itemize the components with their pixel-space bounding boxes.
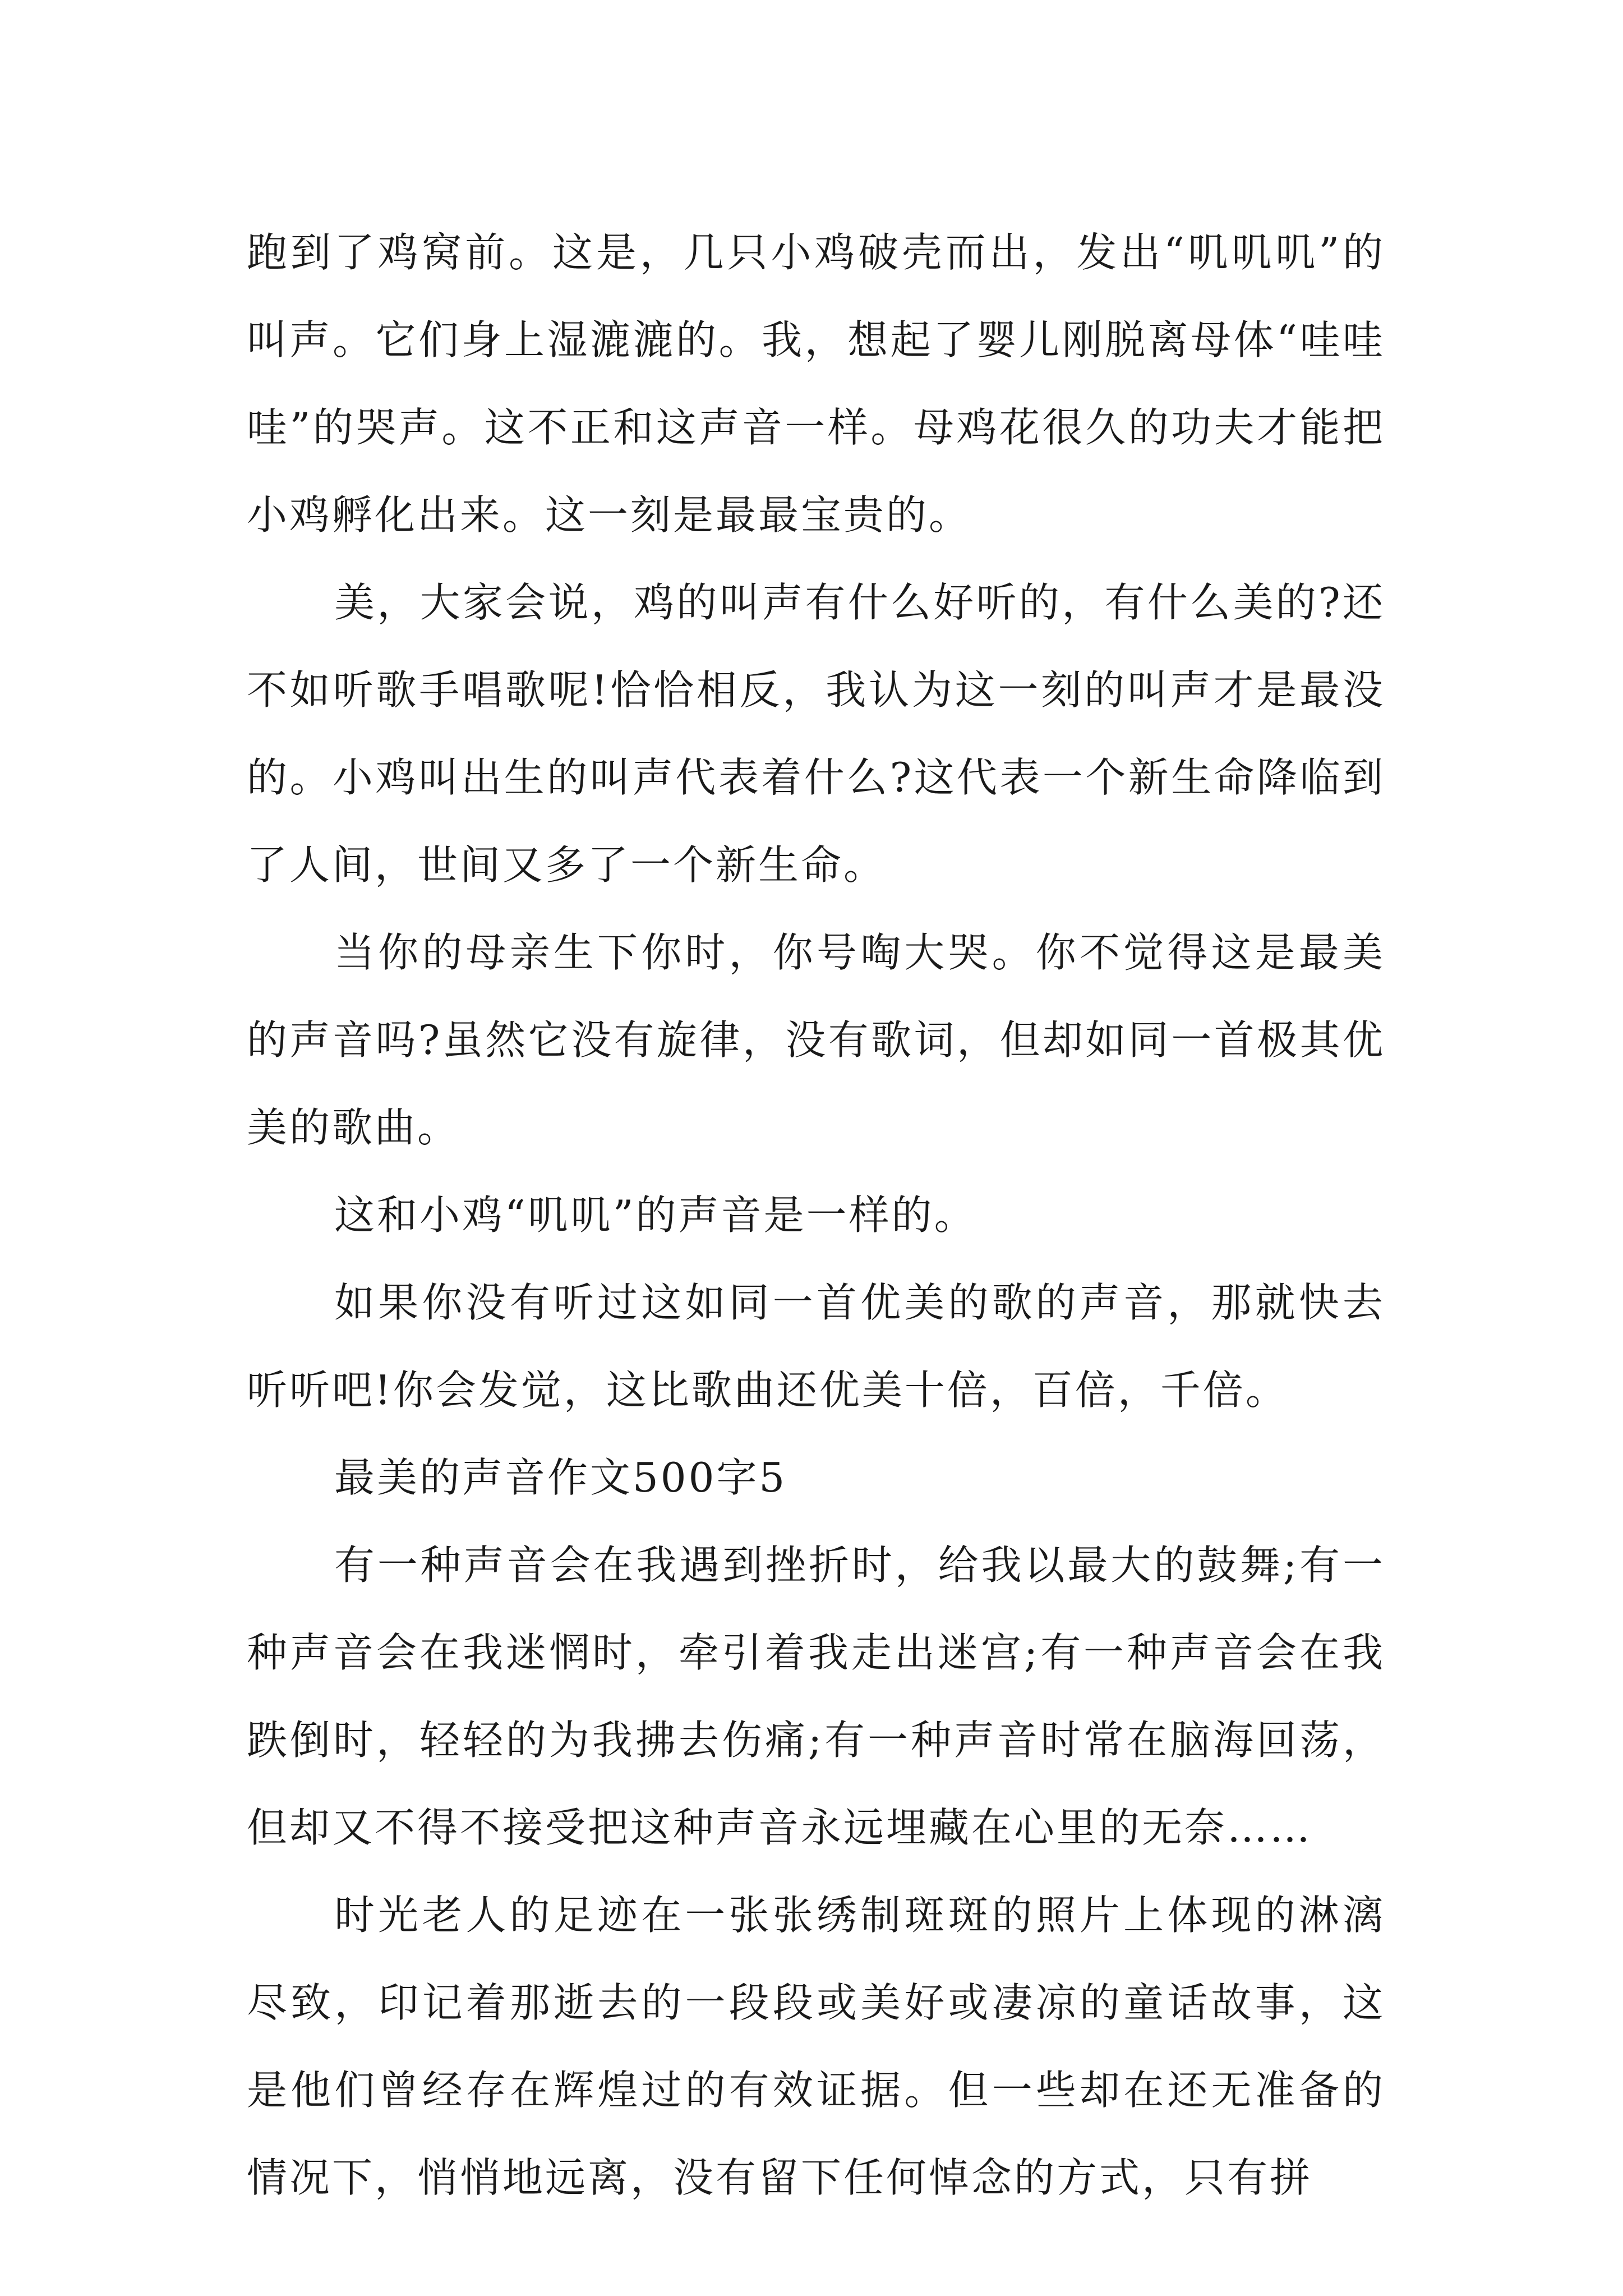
paragraph-4: 这和小鸡“叽叽”的声音是一样的。 — [334, 1191, 977, 1239]
paragraph-6: 有一种声音会在我遇到挫折时，给我以最大的鼓舞;有一种声音会在我迷惘时，牵引着我走出迷宫;有一种声音会在我跌倒时，轻轻的为我拂去伤痛;有一种声音时常在脑海回荡，但却又不得不接受把这种声音永远埋藏在心里的无奈…… — [247, 1542, 1385, 1851]
section-heading: 最美的声音作文500字5 — [334, 1454, 787, 1501]
paragraph-1: 跑到了鸡窝前。这是，几只小鸡破壳而出，发出“叽叽叽”的叫声。它们身上湿漉漉的。我，想起了婴儿刚脱离母体“哇哇哇”的哭声。这不正和这声音一样。母鸡花很久的功夫才能把小鸡孵化出来。这一刻是最最宝贵的。 — [247, 229, 1385, 539]
paragraph-2: 美，大家会说，鸡的叫声有什么好听的，有什么美的?还不如听歌手唱歌呢!恰恰相反，我认为这一刻的叫声才是最没的。小鸡叫出生的叫声代表着什么?这代表一个新生命降临到了人间，世间又多了一个新生命。 — [247, 579, 1385, 889]
paragraph-3: 当你的母亲生下你时，你号啕大哭。你不觉得这是最美的声音吗?虽然它没有旋律，没有歌词，但却如同一首极其优美的歌曲。 — [247, 929, 1385, 1151]
paragraph-5: 如果你没有听过这如同一首优美的歌的声音，那就快去听听吧!你会发觉，这比歌曲还优美十倍，百倍，千倍。 — [247, 1279, 1385, 1414]
document-body — [247, 209, 1385, 2221]
paragraph-7: 时光老人的足迹在一张张绣制斑斑的照片上体现的淋漓尽致，印记着那逝去的一段段或美好或凄凉的童话故事，这是他们曾经存在辉煌过的有效证据。但一些却在还无准备的情况下，悄悄地远离，没有留下任何悼念的方式，只有拼 — [247, 1892, 1385, 2201]
